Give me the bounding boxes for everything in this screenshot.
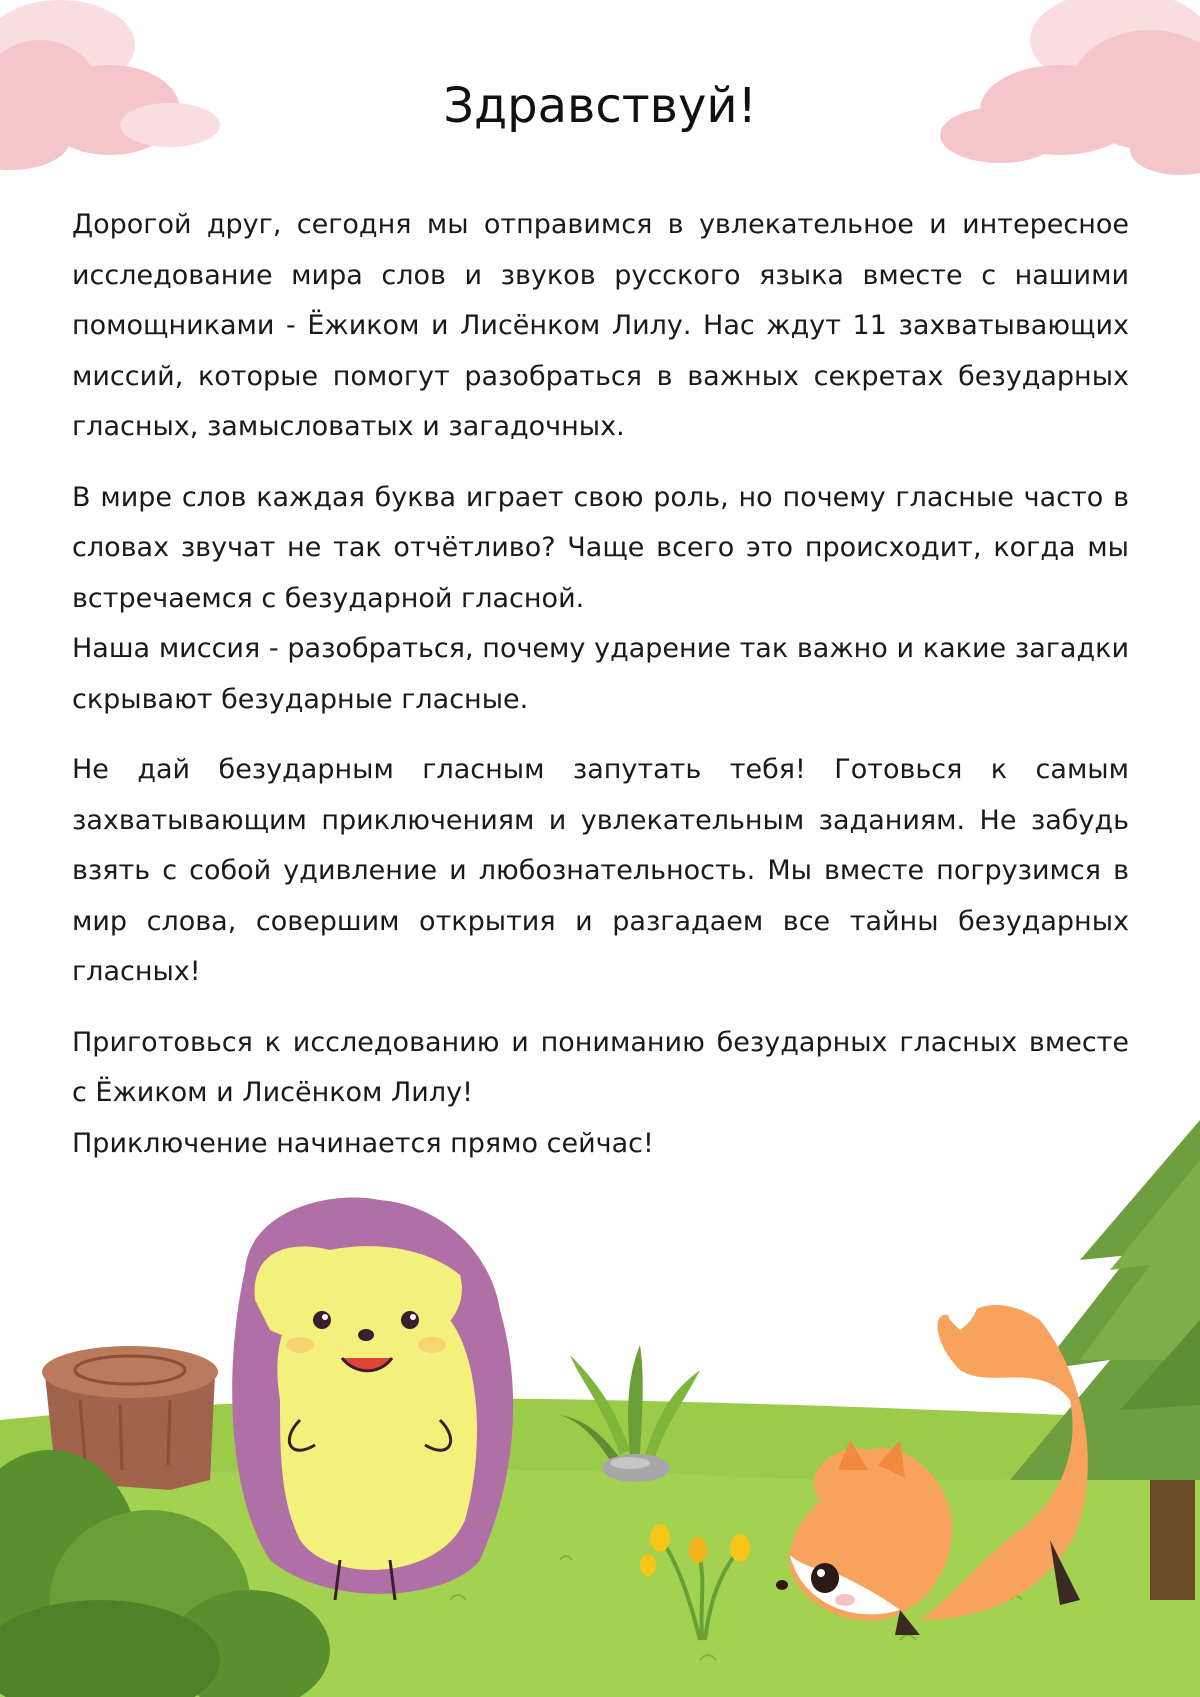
paragraph-line: Дорогой друг, сегодня мы отправимся в увлекательное и интересное исследование мира слов и звуков русского языка вместе с нашими помощниками - Ёжиком и Лисёнком Лилу. Нас ждут 11 захватывающих миссий, которые помогут разобраться в важных секретах безударных гласных, замысловатых и загадочных.: [72, 209, 1129, 442]
paragraph-line: Приготовься к исследованию и пониманию безударных гласных вместе с Ёжиком и Лисёнком Лилу!: [72, 1026, 1129, 1108]
stone-icon: [602, 1454, 670, 1482]
paragraph-line: Приключение начинается прямо сейчас!: [72, 1127, 654, 1159]
paragraph-closing: [72, 1018, 1129, 1170]
paragraph-line: В мире слов каждая буква играет свою роль, но почему гласные часто в словах звучат не так отчётливо? Чаще всего это происходит, когда мы встречаемся с безударной гласной.: [72, 481, 1129, 614]
paragraph-line: Наша миссия - разобраться, почему ударение так важно и какие загадки скрывают безударные гласные.: [72, 633, 1129, 715]
paragraph-line: Не дай безударным гласным запутать тебя! Готовься к самым захватывающим приключениям и увлекательным заданиям. Не забудь взять с собой удивление и любознательность. Мы вместе погрузимся в мир слова, совершим открытия и разгадаем все тайны безударных гласных!: [72, 754, 1129, 987]
paragraph-adventure: [72, 745, 1129, 998]
paragraph-vowels: [72, 473, 1129, 726]
hedgehog-icon: [232, 1198, 513, 1600]
body-text: [72, 200, 1129, 1189]
paragraph-intro: [72, 200, 1129, 453]
page-title: Здравствуй!: [443, 78, 757, 134]
